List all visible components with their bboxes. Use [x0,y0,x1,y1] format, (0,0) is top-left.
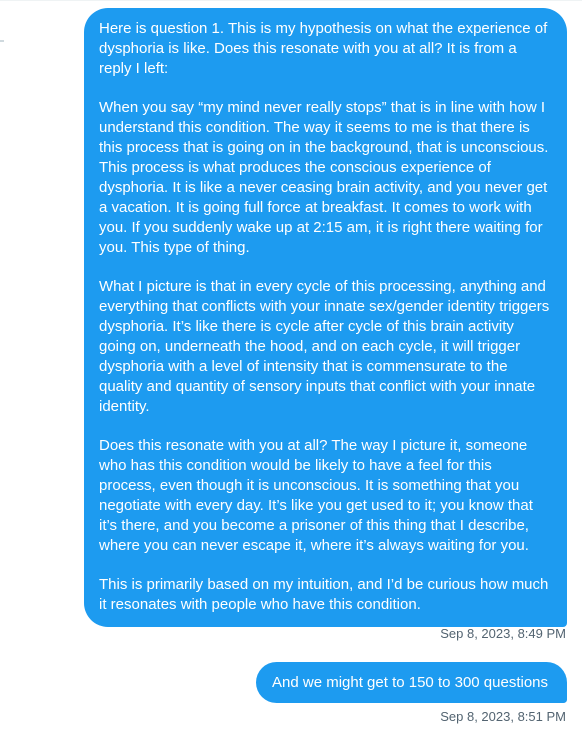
message-text: And we might get to 150 to 300 questions [272,674,549,691]
message-bubble-short[interactable] [256,662,567,703]
message-timestamp: Sep 8, 2023, 8:51 PM [440,709,566,724]
top-divider [0,0,582,1]
message-timestamp: Sep 8, 2023, 8:49 PM [440,626,566,641]
message-bubble-long[interactable] [84,8,567,627]
left-edge-marker [0,40,4,42]
message-paragraph-5: This is primarily based on my intuition, and I’d be curious how much it resonates with people who have this condition. [99,576,549,613]
message-paragraph-1: Here is question 1. This is my hypothesis on what the experience of dysphoria is like. Does this resonate with you at all? It is from a reply I left: [99,20,548,77]
message-paragraph-3: What I picture is that in every cycle of this processing, anything and everything that conflicts with your innate sex/gender identity triggers dysphoria. It’s like there is cycle after cycle of this brain activity going on, underneath the hood, and on each cycle, it will trigger dysphoria with a level of intensity that is commensurate to the quality and quantity of sensory inputs that conflict with your innate identity. [99,278,550,415]
message-paragraph-2: When you say “my mind never really stops” that is in line with how I understand this condition. The way it seems to me is that there is this process that is going on in the background, that is unconscious. This process is what produces the conscious experience of dysphoria. It is like a never ceasing brain activity, and you never get a vacation. It is going full force at breakfast. It comes to work with you. If you suddenly wake up at 2:15 am, it is right there waiting for you. This type of thing. [99,99,549,256]
message-paragraph-4: Does this resonate with you at all? The way I picture it, someone who has this condition would be likely to have a feel for this process, even though it is unconscious. It is something that you negotiate with every day. It’s like you get used to it; you know that it’s there, and you become a prisoner of this thing that I describe, where you can never escape it, where it’s always waiting for you. [99,437,533,554]
